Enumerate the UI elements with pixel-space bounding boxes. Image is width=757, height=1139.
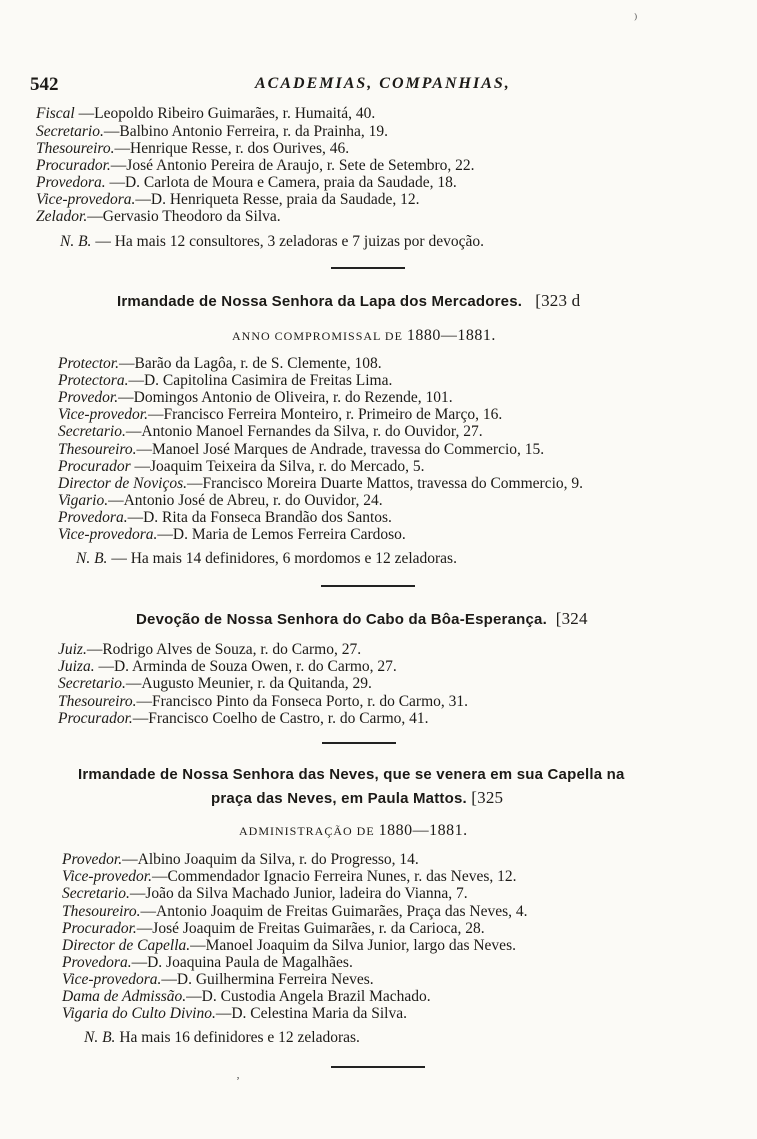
running-header: ACADEMIAS, COMPANHIAS, <box>255 75 511 92</box>
note-line: N. B. — Ha mais 14 definidores, 6 mordomos e 12 zeladoras. <box>76 550 457 567</box>
section-divider <box>331 267 405 269</box>
section-divider <box>331 1066 425 1068</box>
entry-line: Vice-provedora.—D. Henriqueta Resse, praia da Saudade, 12. <box>36 191 420 208</box>
entry-line: Procurador.—José Antonio Pereira de Araujo, r. Sete de Setembro, 22. <box>36 157 475 174</box>
entry-line: Provedor.—Albino Joaquim da Silva, r. do Progresso, 14. <box>62 851 419 868</box>
entry-line: Thesoureiro.—Manoel José Marques de Andrade, travessa do Commercio, 15. <box>58 441 545 458</box>
entry-line: Dama de Admissão.—D. Custodia Angela Brazil Machado. <box>62 988 431 1005</box>
entry-line: Procurador.—José Joaquim de Freitas Guimarães, r. da Carioca, 28. <box>62 920 485 937</box>
entry-line: Secretario.—Augusto Meunier, r. da Quitanda, 29. <box>58 675 372 692</box>
entry-line: Vigario.—Antonio José de Abreu, r. do Ouvidor, 24. <box>58 492 383 509</box>
section-divider <box>322 742 396 744</box>
entry-line: Procurador —Joaquim Teixeira da Silva, r. do Mercado, 5. <box>58 458 425 475</box>
entry-line: Thesoureiro.—Henrique Resse, r. dos Ourives, 46. <box>36 140 350 157</box>
page-number: 542 <box>30 74 59 95</box>
section-title-continued: praça das Neves, em Paula Mattos. [325 <box>211 788 504 807</box>
entry-line: Juiza. —D. Arminda de Souza Owen, r. do Carmo, 27. <box>58 658 397 675</box>
entry-line: Secretario.—João da Silva Machado Junior, ladeira do Vianna, 7. <box>62 885 468 902</box>
entry-line: Protector.—Barão da Lagôa, r. de S. Clemente, 108. <box>58 355 382 372</box>
section-divider <box>321 585 415 587</box>
section-title: Irmandade de Nossa Senhora da Lapa dos Mercadores. [323 d <box>117 291 581 310</box>
entry-line: Secretario.—Antonio Manoel Fernandes da Silva, r. do Ouvidor, 27. <box>58 423 483 440</box>
entry-line: Vigaria do Culto Divino.—D. Celestina Maria da Silva. <box>62 1005 407 1022</box>
entry-line: Provedora.—D. Rita da Fonseca Brandão dos Santos. <box>58 509 392 526</box>
entry-line: Protectora.—D. Capitolina Casimira de Freitas Lima. <box>58 372 393 389</box>
entry-line: Secretario.—Balbino Antonio Ferreira, r. da Prainha, 19. <box>36 123 388 140</box>
entry-line: Provedor.—Domingos Antonio de Oliveira, r. do Rezende, 101. <box>58 389 453 406</box>
note-line: N. B. Ha mais 16 definidores e 12 zeladoras. <box>84 1029 360 1046</box>
margin-mark: ⁾ <box>634 13 638 28</box>
section-subheading: ADMINISTRAÇÃO DE 1880—1881. <box>239 822 468 839</box>
entry-line: Procurador.—Francisco Coelho de Castro, r. do Carmo, 41. <box>58 710 429 727</box>
entry-line: Director de Capella.—Manoel Joaquim da Silva Junior, largo das Neves. <box>62 937 516 954</box>
entry-line: Thesoureiro.—Francisco Pinto da Fonseca Porto, r. do Carmo, 31. <box>58 693 469 710</box>
entry-line: Director de Noviços.—Francisco Moreira Duarte Mattos, travessa do Commercio, 9. <box>58 475 584 492</box>
section-subheading: ANNO COMPROMISSAL DE 1880—1881. <box>232 327 496 344</box>
entry-line: Thesoureiro.—Antonio Joaquim de Freitas Guimarães, Praça das Neves, 4. <box>62 903 528 920</box>
section-title: Irmandade de Nossa Senhora das Neves, que se venera em sua Capella na <box>78 766 625 783</box>
entry-line: Zelador.—Gervasio Theodoro da Silva. <box>36 208 281 225</box>
entry-line: Vice-provedor.—Francisco Ferreira Monteiro, r. Primeiro de Março, 16. <box>58 406 503 423</box>
margin-mark: ʼ <box>236 1074 240 1088</box>
entry-line: Vice-provedor.—Commendador Ignacio Ferreira Nunes, r. das Neves, 12. <box>62 868 517 885</box>
note-line: N. B. — Ha mais 12 consultores, 3 zeladoras e 7 juizas por devoção. <box>60 233 484 250</box>
entry-line: Fiscal —Leopoldo Ribeiro Guimarães, r. Humaitá, 40. <box>36 105 376 122</box>
entry-line: Vice-provedora.—D. Guilhermina Ferreira Neves. <box>62 971 374 988</box>
section-title: Devoção de Nossa Senhora do Cabo da Bôa-Esperança. [324 <box>136 609 588 628</box>
entry-line: Vice-provedora.—D. Maria de Lemos Ferreira Cardoso. <box>58 526 406 543</box>
entry-line: Juiz.—Rodrigo Alves de Souza, r. do Carmo, 27. <box>58 641 362 658</box>
entry-line: Provedora. —D. Carlota de Moura e Camera, praia da Saudade, 18. <box>36 174 457 191</box>
entry-line: Provedora.—D. Joaquina Paula de Magalhães. <box>62 954 353 971</box>
